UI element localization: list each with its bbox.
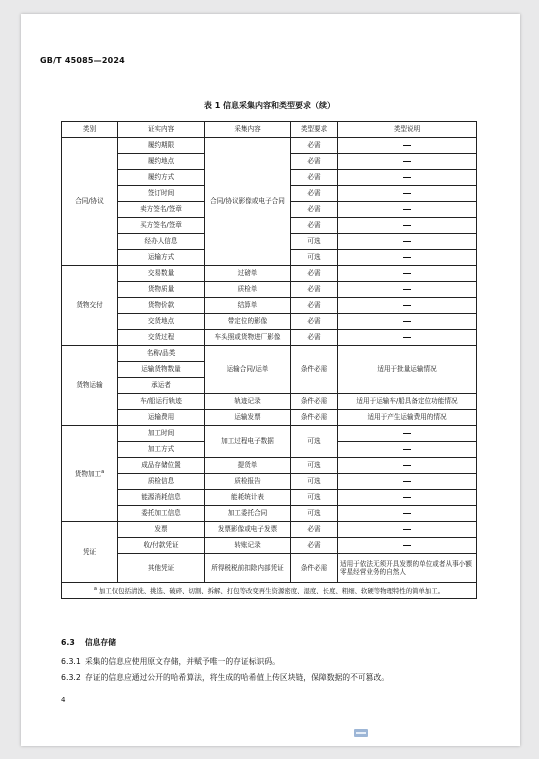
content-cell: 买方签名/签章 xyxy=(118,218,205,234)
content-cell: 承运者 xyxy=(118,378,205,394)
dash-mark xyxy=(403,465,411,466)
requirement-cell: 可选 xyxy=(291,234,338,250)
dash-mark xyxy=(403,289,411,290)
requirement-cell: 必需 xyxy=(291,314,338,330)
requirement-cell: 必需 xyxy=(291,330,338,346)
collect-cell: 轨迹记录 xyxy=(205,394,291,410)
dash-mark xyxy=(403,433,411,434)
page-number: 4 xyxy=(61,696,66,704)
content-cell: 加工方式 xyxy=(118,442,205,458)
dash-mark xyxy=(403,321,411,322)
requirement-cell: 可选 xyxy=(291,458,338,474)
note-cell xyxy=(338,138,477,154)
note-cell xyxy=(338,202,477,218)
dash-mark xyxy=(403,177,411,178)
requirement-cell: 可选 xyxy=(291,250,338,266)
table-row xyxy=(62,474,477,490)
footnote-text: 加工仅包括清洗、挑选、破碎、切割、拆解、打包等改变再生资源密度、湿度、长度、粗细、软硬等物理特性的简单加工。 xyxy=(99,587,445,596)
table-row xyxy=(62,506,477,522)
collect-cell: 质检报告 xyxy=(205,474,291,490)
note-cell xyxy=(338,538,477,554)
requirement-cell: 必需 xyxy=(291,170,338,186)
collect-cell: 合同/协议影像或电子合同 xyxy=(205,138,291,266)
table-row xyxy=(62,458,477,474)
section-heading xyxy=(61,637,126,648)
requirement-cell: 必需 xyxy=(291,138,338,154)
dash-mark xyxy=(403,161,411,162)
requirement-cell: 可选 xyxy=(291,506,338,522)
footnote-marker: a xyxy=(93,585,97,592)
requirement-cell: 条件必需 xyxy=(291,346,338,394)
requirements-table xyxy=(61,121,477,599)
collect-cell: 带定位的影像 xyxy=(205,314,291,330)
note-cell xyxy=(338,474,477,490)
footnote-marker: a xyxy=(101,468,105,475)
content-cell: 加工时间 xyxy=(118,426,205,442)
content-cell: 货物质量 xyxy=(118,282,205,298)
footnote-cell xyxy=(62,583,477,599)
dash-mark xyxy=(403,481,411,482)
note-cell xyxy=(338,506,477,522)
note-cell xyxy=(338,442,477,458)
collect-cell: 运输发票 xyxy=(205,410,291,426)
content-cell: 委托加工信息 xyxy=(118,506,205,522)
note-cell xyxy=(338,282,477,298)
content-cell: 车/船运行轨迹 xyxy=(118,394,205,410)
section-title: 信息存储 xyxy=(84,638,116,647)
requirement-cell: 必需 xyxy=(291,522,338,538)
table-row xyxy=(62,522,477,538)
category-cell xyxy=(62,426,118,522)
note-cell xyxy=(338,186,477,202)
requirement-cell: 必需 xyxy=(291,282,338,298)
dash-mark xyxy=(403,241,411,242)
collect-cell: 能耗统计表 xyxy=(205,490,291,506)
content-cell: 运输方式 xyxy=(118,250,205,266)
content-cell: 经办人信息 xyxy=(118,234,205,250)
table-row xyxy=(62,282,477,298)
clause-number: 6.3.2 xyxy=(61,673,81,682)
dash-mark xyxy=(403,497,411,498)
table-row xyxy=(62,298,477,314)
table-row xyxy=(62,410,477,426)
collect-cell: 过磅单 xyxy=(205,266,291,282)
dash-mark xyxy=(403,449,411,450)
note-cell xyxy=(338,250,477,266)
column-header-requirement: 类型要求 xyxy=(291,122,338,138)
column-header-category: 类别 xyxy=(62,122,118,138)
content-cell: 交货地点 xyxy=(118,314,205,330)
collect-cell: 加工过程电子数据 xyxy=(205,426,291,458)
dash-mark xyxy=(403,545,411,546)
note-cell xyxy=(338,314,477,330)
dash-mark xyxy=(403,225,411,226)
content-cell: 交易数量 xyxy=(118,266,205,282)
collect-cell: 结算单 xyxy=(205,298,291,314)
document-id: GB/T 45085—2024 xyxy=(40,56,125,65)
dash-mark xyxy=(403,305,411,306)
content-cell: 名称/品类 xyxy=(118,346,205,362)
category-cell: 货物运输 xyxy=(62,346,118,426)
content-cell: 货物价款 xyxy=(118,298,205,314)
dash-mark xyxy=(403,145,411,146)
column-header-content: 证实内容 xyxy=(118,122,205,138)
content-cell: 运输货物数量 xyxy=(118,362,205,378)
note-cell xyxy=(338,218,477,234)
paragraph xyxy=(61,656,280,667)
note-cell xyxy=(338,154,477,170)
dash-mark xyxy=(403,257,411,258)
note-cell: 适用于依法无须开具发票的单位或者从事小额零星经营业务的自然人 xyxy=(338,554,477,583)
requirement-cell: 条件必需 xyxy=(291,554,338,583)
requirement-cell: 必需 xyxy=(291,202,338,218)
category-label: 货物加工 xyxy=(74,469,102,478)
category-cell: 货物交付 xyxy=(62,266,118,346)
table-row xyxy=(62,330,477,346)
content-cell: 质检信息 xyxy=(118,474,205,490)
requirement-cell: 必需 xyxy=(291,218,338,234)
requirement-cell: 必需 xyxy=(291,298,338,314)
dash-mark xyxy=(403,529,411,530)
requirement-cell: 可选 xyxy=(291,490,338,506)
requirement-cell: 必需 xyxy=(291,266,338,282)
note-cell: 适用于运输车/船具备定位功能情况 xyxy=(338,394,477,410)
paragraph xyxy=(61,672,389,683)
collect-cell: 质检单 xyxy=(205,282,291,298)
note-cell xyxy=(338,522,477,538)
content-cell: 运输费用 xyxy=(118,410,205,426)
dash-mark xyxy=(403,209,411,210)
table-row xyxy=(62,138,477,154)
note-cell xyxy=(338,330,477,346)
collect-cell: 运输合同/运单 xyxy=(205,346,291,394)
content-cell: 其他凭证 xyxy=(118,554,205,583)
content-cell: 交货过程 xyxy=(118,330,205,346)
clause-number: 6.3.1 xyxy=(61,657,81,666)
content-cell: 成品存储位置 xyxy=(118,458,205,474)
dash-mark xyxy=(403,273,411,274)
note-cell xyxy=(338,298,477,314)
note-cell: 适用于产生运输费用的情况 xyxy=(338,410,477,426)
content-cell: 履约方式 xyxy=(118,170,205,186)
requirement-cell: 条件必需 xyxy=(291,394,338,410)
category-cell: 凭证 xyxy=(62,522,118,583)
dash-mark xyxy=(403,337,411,338)
collect-cell: 加工委托合同 xyxy=(205,506,291,522)
content-cell: 履约地点 xyxy=(118,154,205,170)
table-header-row xyxy=(62,122,477,138)
footnote-row xyxy=(62,583,477,599)
note-cell xyxy=(338,490,477,506)
watermark-logo-icon xyxy=(354,729,368,737)
requirement-cell: 必需 xyxy=(291,154,338,170)
content-cell: 能源消耗信息 xyxy=(118,490,205,506)
category-cell: 合同/协议 xyxy=(62,138,118,266)
requirement-cell: 可选 xyxy=(291,474,338,490)
column-header-collect: 采集内容 xyxy=(205,122,291,138)
collect-cell: 提货单 xyxy=(205,458,291,474)
requirement-cell: 必需 xyxy=(291,538,338,554)
note-cell xyxy=(338,458,477,474)
table-row xyxy=(62,394,477,410)
requirement-cell: 条件必需 xyxy=(291,410,338,426)
table-row xyxy=(62,346,477,362)
note-cell xyxy=(338,234,477,250)
collect-cell: 发票影像或电子发票 xyxy=(205,522,291,538)
table-row xyxy=(62,490,477,506)
clause-text: 采集的信息应使用原文存储，并赋予唯一的存证标识码。 xyxy=(85,657,280,666)
collect-cell: 车头照或货物进厂影像 xyxy=(205,330,291,346)
content-cell: 发票 xyxy=(118,522,205,538)
dash-mark xyxy=(403,193,411,194)
note-cell xyxy=(338,266,477,282)
content-cell: 履约期限 xyxy=(118,138,205,154)
content-cell: 收/付款凭证 xyxy=(118,538,205,554)
section-number: 6.3 xyxy=(61,638,75,647)
requirement-cell: 必需 xyxy=(291,186,338,202)
table-row xyxy=(62,538,477,554)
table-row xyxy=(62,554,477,583)
clause-text: 存证的信息应通过公开的哈希算法，将生成的哈希值上传区块链，保障数据的不可篡改。 xyxy=(85,673,390,682)
content-cell: 签订时间 xyxy=(118,186,205,202)
collect-cell: 所得税税前扣除内部凭证 xyxy=(205,554,291,583)
dash-mark xyxy=(403,513,411,514)
requirement-cell: 可选 xyxy=(291,426,338,458)
column-header-note: 类型说明 xyxy=(338,122,477,138)
table-row xyxy=(62,426,477,442)
collect-cell: 转账记录 xyxy=(205,538,291,554)
note-cell: 适用于批量运输情况 xyxy=(338,346,477,394)
table-row xyxy=(62,314,477,330)
table-title: 表 1 信息采集内容和类型要求（续） xyxy=(203,101,336,110)
note-cell xyxy=(338,426,477,442)
table-row xyxy=(62,266,477,282)
note-cell xyxy=(338,170,477,186)
content-cell: 卖方签名/签章 xyxy=(118,202,205,218)
